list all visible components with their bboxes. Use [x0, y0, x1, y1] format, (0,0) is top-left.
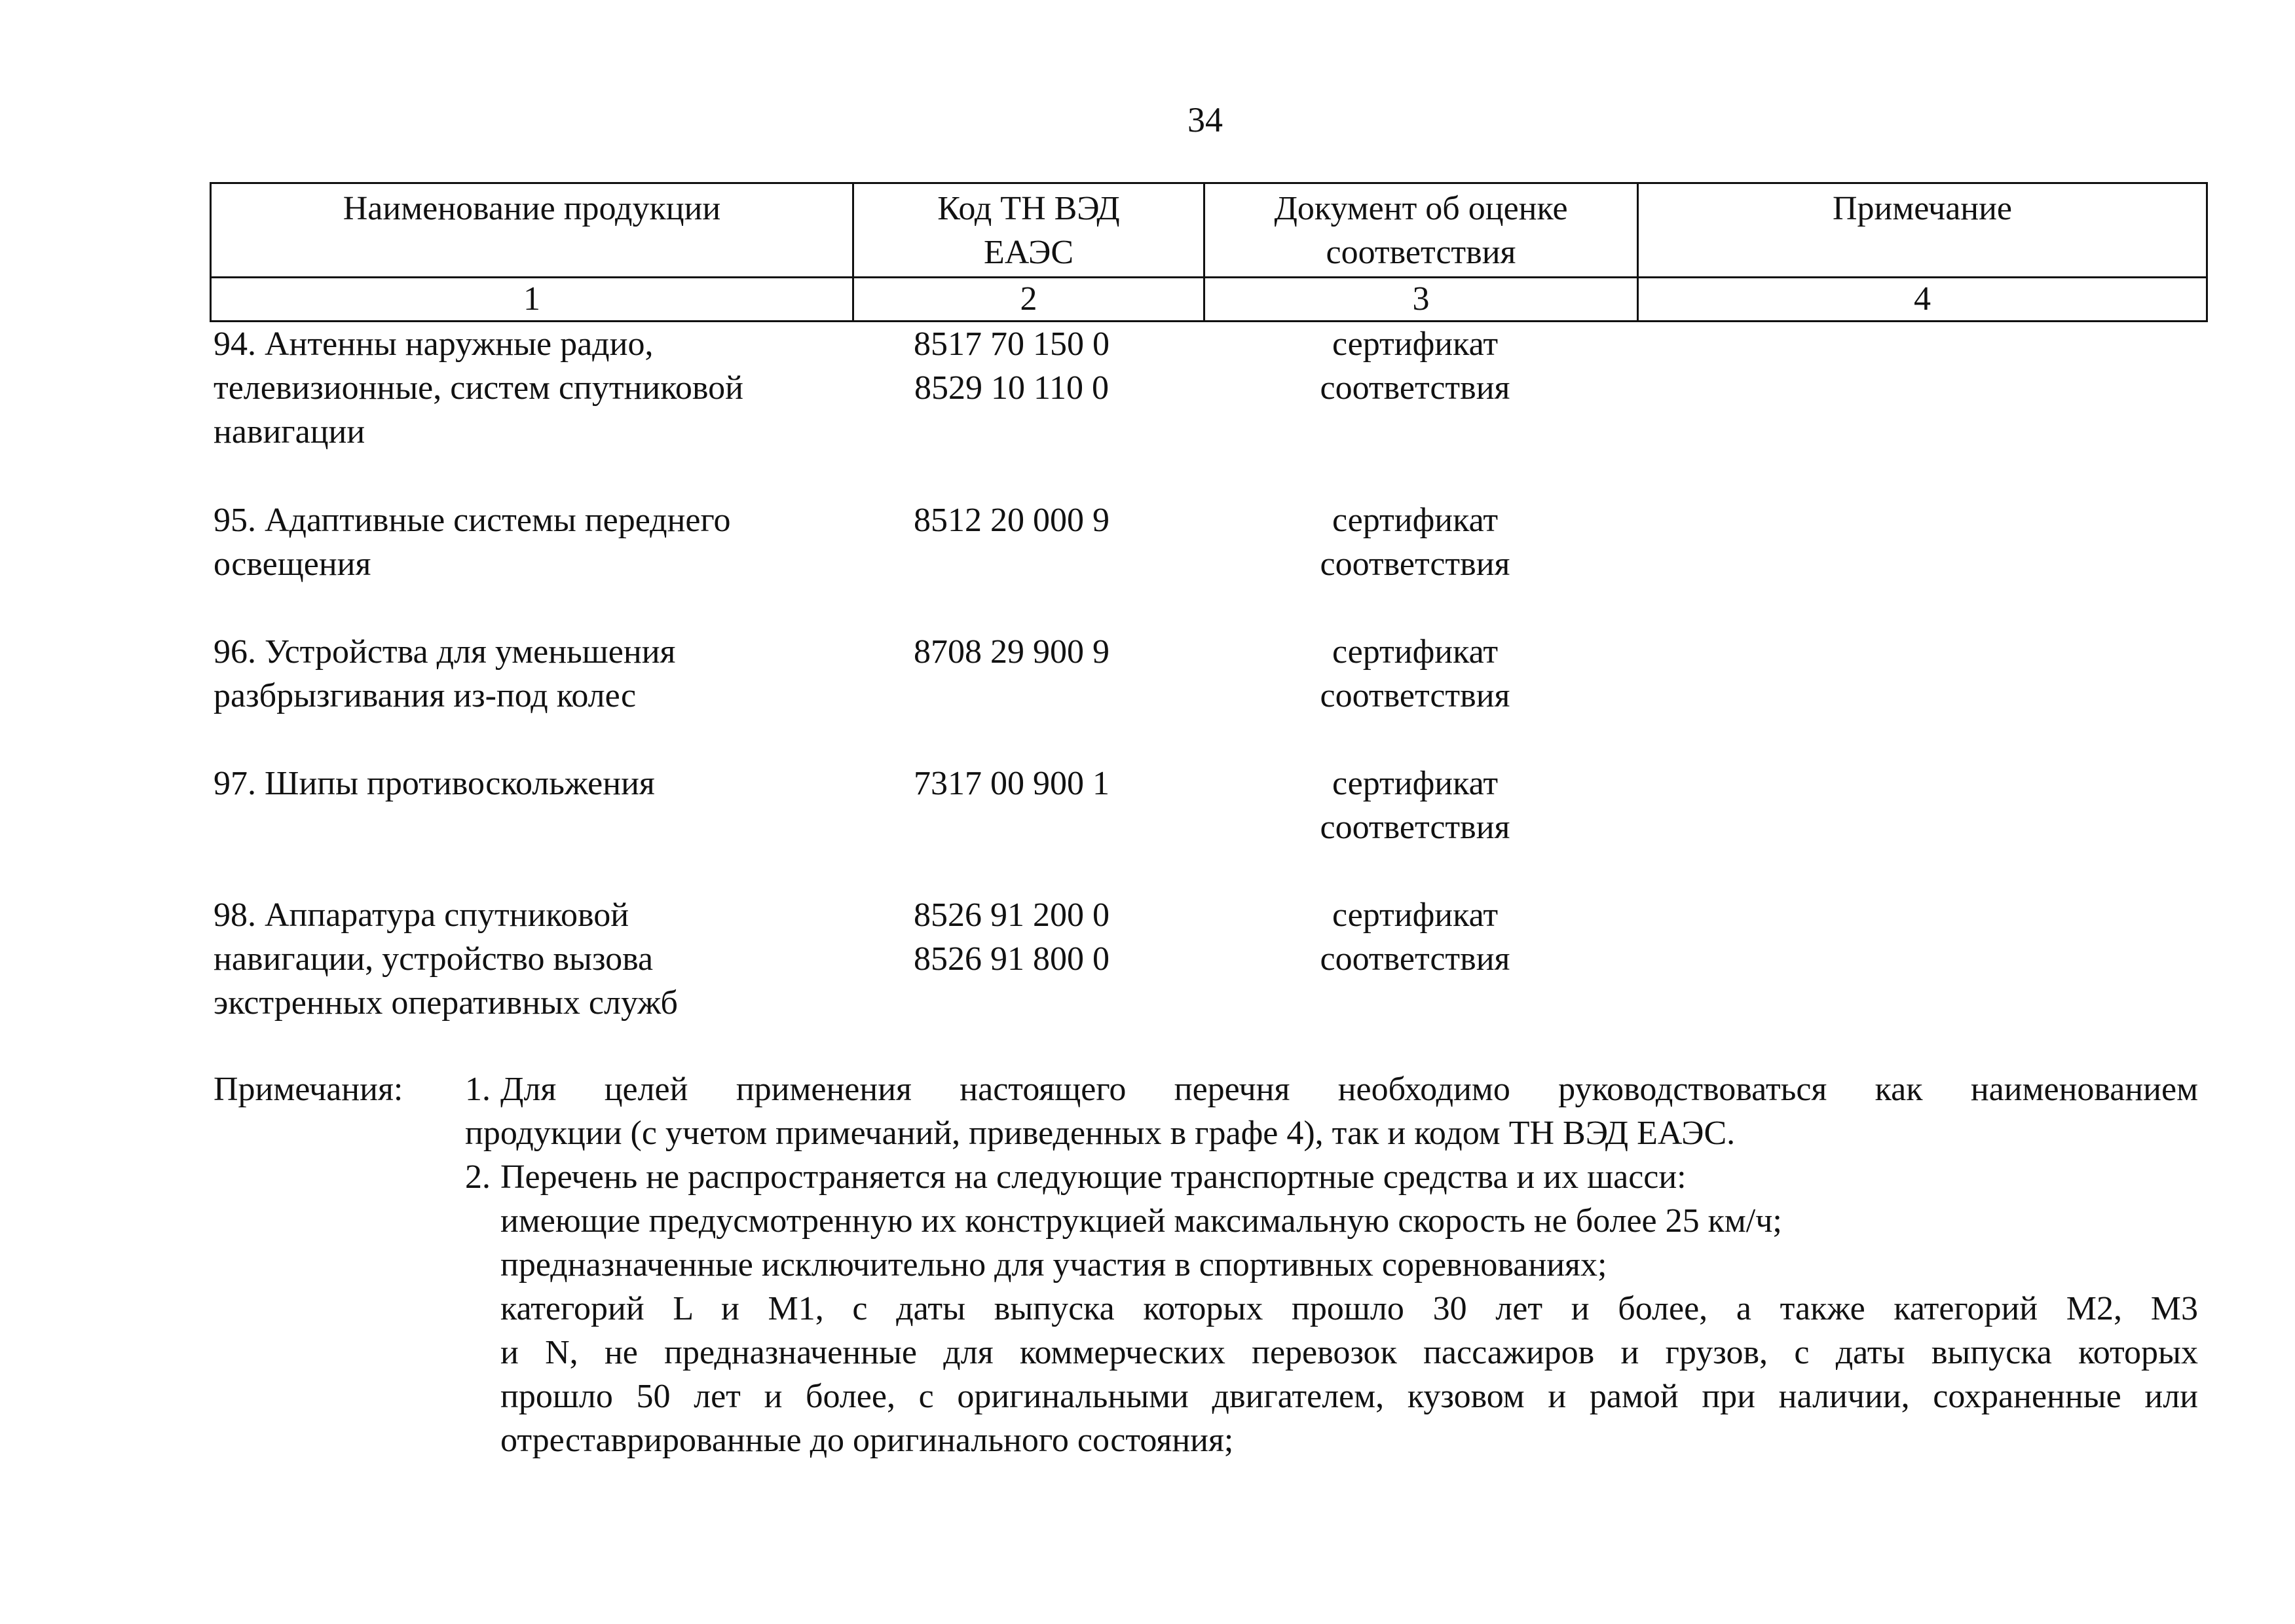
note-cell	[1631, 630, 2198, 762]
note-cell	[1631, 762, 2198, 893]
notes-label: Примечания:	[214, 1071, 403, 1108]
note-text: Перечень не распространяется на следующие транспортные средства и их шасси:	[500, 1158, 1687, 1196]
note-cell	[1631, 893, 2198, 1025]
note-cell	[1631, 322, 2198, 498]
column-number-4: 4	[1638, 278, 2207, 322]
header-tn-ved-code: Код ТН ВЭД ЕАЭС	[853, 183, 1204, 278]
header-product-name: Наименование продукции	[211, 183, 853, 278]
note-subitem: имеющие предусмотренную их конструкцией максимальную скорость не более 25 км/ч;	[500, 1202, 1782, 1240]
table-row	[210, 322, 2198, 498]
conformity-document-cell: сертификат соответствия	[1320, 325, 1510, 407]
product-name-cell: 97. Шипы противоскольжения	[214, 765, 655, 802]
note-number: 1.	[465, 1071, 491, 1108]
note-cell	[1631, 498, 2198, 630]
header-note: Примечание	[1638, 183, 2207, 278]
note-subitem: отреставрированные до оригинального состояния;	[500, 1422, 1234, 1459]
table-row	[210, 893, 2198, 1025]
table-row	[210, 498, 2198, 630]
conformity-document-cell: сертификат соответствия	[1320, 896, 1510, 978]
tn-ved-code-cell: 8512 20 000 9	[914, 502, 1110, 539]
note-item-1	[465, 1067, 2198, 1155]
notes-body	[465, 1067, 2198, 1462]
product-name-cell: 98. Аппаратура спутниковой навигации, устройство вызова экстренных оперативных служб	[214, 896, 678, 1022]
table-body	[210, 322, 2198, 1025]
header-conformity-document: Документ об оценке соответствия	[1204, 183, 1638, 278]
product-name-cell: 94. Антенны наружные радио, телевизионные, систем спутниковой навигации	[214, 325, 743, 451]
note-subitem: категорий L и M1, с даты выпуска которых прошло 30 лет и более, а также категорий M2, M3	[500, 1290, 2198, 1327]
note-text: продукции (с учетом примечаний, приведенных в графе 4), так и кодом ТН ВЭД ЕАЭС.	[465, 1115, 1736, 1152]
note-subitem: предназначенные исключительно для участия в спортивных соревнованиях;	[500, 1246, 1607, 1283]
conformity-document-cell: сертификат соответствия	[1320, 765, 1510, 846]
conformity-document-cell: сертификат соответствия	[1320, 502, 1510, 583]
column-number-2: 2	[853, 278, 1204, 322]
column-number-3: 3	[1204, 278, 1638, 322]
product-name-cell: 95. Адаптивные системы переднего освещения	[214, 502, 731, 583]
note-text: Для целей применения настоящего перечня необходимо руководствоваться как наименованием	[500, 1071, 2198, 1108]
table-row	[210, 630, 2198, 762]
product-name-cell: 96. Устройства для уменьшения разбрызгивания из-под колес	[214, 633, 676, 714]
table-header	[210, 182, 2208, 322]
note-subitem: прошло 50 лет и более, с оригинальными двигателем, кузовом и рамой при наличии, сохраненные или	[500, 1378, 2198, 1415]
page-number: 34	[1187, 100, 1223, 139]
tn-ved-code-cell: 8526 91 200 0 8526 91 800 0	[914, 896, 1110, 978]
note-subitem: и N, не предназначенные для коммерческих перевозок пассажиров и грузов, с даты выпуска которых	[500, 1334, 2198, 1371]
column-number-1: 1	[211, 278, 853, 322]
tn-ved-code-cell: 7317 00 900 1	[914, 765, 1110, 802]
tn-ved-code-cell: 8708 29 900 9	[914, 633, 1110, 671]
note-item-2	[465, 1155, 2198, 1462]
note-number: 2.	[465, 1158, 491, 1196]
conformity-document-cell: сертификат соответствия	[1320, 633, 1510, 714]
tn-ved-code-cell: 8517 70 150 0 8529 10 110 0	[914, 325, 1110, 407]
table-row	[210, 762, 2198, 893]
